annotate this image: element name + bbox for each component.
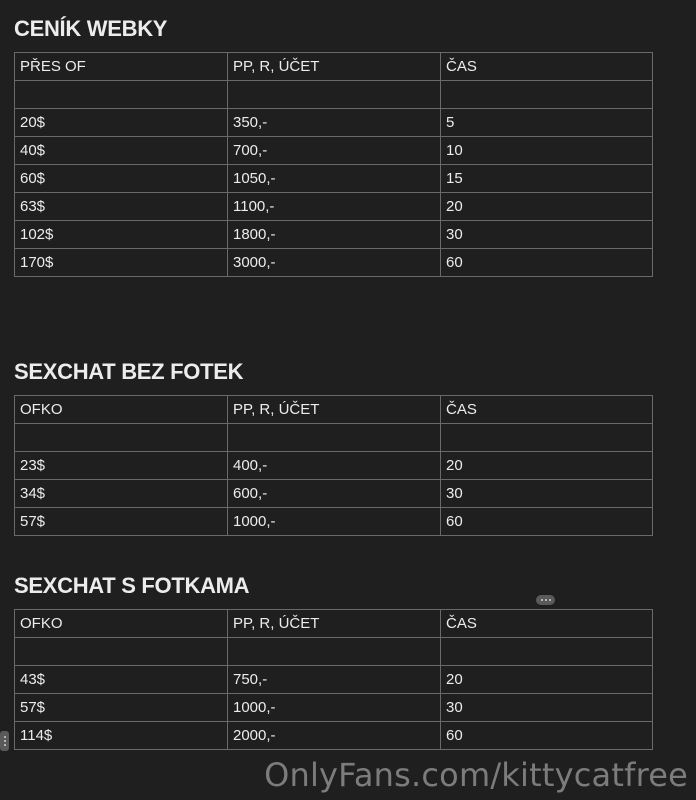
- price-table: [14, 395, 653, 536]
- table-cell[interactable]: PP, R, ÚČET: [228, 610, 441, 638]
- table-cell[interactable]: OFKO: [15, 396, 228, 424]
- table-cell[interactable]: [15, 424, 228, 452]
- table-cell[interactable]: 400,-: [228, 452, 441, 480]
- section-heading: SEXCHAT S FOTKAMA: [14, 573, 250, 598]
- table-header-row: [15, 396, 653, 424]
- table-header-row: [15, 53, 653, 81]
- table-cell[interactable]: PŘES OF: [15, 53, 228, 81]
- table-cell[interactable]: [228, 81, 441, 109]
- table-cell[interactable]: OFKO: [15, 610, 228, 638]
- table-cell[interactable]: 60: [441, 249, 653, 277]
- table-cell[interactable]: 20: [441, 193, 653, 221]
- table-section-2: [14, 357, 653, 536]
- table-cell[interactable]: [441, 81, 653, 109]
- table-row: [15, 638, 653, 666]
- table-cell[interactable]: 23$: [15, 452, 228, 480]
- watermark: OnlyFans.com/kittycatfree: [264, 756, 688, 794]
- table-cell[interactable]: 114$: [15, 722, 228, 750]
- table-section-1: [14, 14, 653, 277]
- table-cell[interactable]: 20: [441, 452, 653, 480]
- table-row: [15, 722, 653, 750]
- table-section-3: [14, 571, 653, 750]
- table-cell[interactable]: 5: [441, 109, 653, 137]
- section-heading: SEXCHAT BEZ FOTEK: [14, 359, 244, 384]
- table-cell[interactable]: 63$: [15, 193, 228, 221]
- table-row: [15, 109, 653, 137]
- table-cell[interactable]: 10: [441, 137, 653, 165]
- table-cell[interactable]: 102$: [15, 221, 228, 249]
- table-row: [15, 452, 653, 480]
- table-cell[interactable]: 3000,-: [228, 249, 441, 277]
- table-cell[interactable]: 1000,-: [228, 694, 441, 722]
- table-cell[interactable]: 60: [441, 722, 653, 750]
- table-cell[interactable]: 30: [441, 480, 653, 508]
- table-cell[interactable]: 15: [441, 165, 653, 193]
- table-cell[interactable]: 57$: [15, 694, 228, 722]
- table-cell[interactable]: 30: [441, 221, 653, 249]
- table-cell[interactable]: 43$: [15, 666, 228, 694]
- table-cell[interactable]: 34$: [15, 480, 228, 508]
- table-row: [15, 81, 653, 109]
- table-row: [15, 508, 653, 536]
- table-cell[interactable]: 750,-: [228, 666, 441, 694]
- table-cell[interactable]: 1000,-: [228, 508, 441, 536]
- table-cell[interactable]: ČAS: [441, 53, 653, 81]
- table-cell[interactable]: PP, R, ÚČET: [228, 396, 441, 424]
- table-row: [15, 480, 653, 508]
- table-row: [15, 249, 653, 277]
- table-cell[interactable]: [441, 638, 653, 666]
- table-cell[interactable]: [228, 424, 441, 452]
- table-cell[interactable]: [441, 424, 653, 452]
- table-row: [15, 666, 653, 694]
- table-cell[interactable]: 40$: [15, 137, 228, 165]
- table-row: [15, 165, 653, 193]
- table-cell[interactable]: 57$: [15, 508, 228, 536]
- table-header-row: [15, 610, 653, 638]
- table-cell[interactable]: 2000,-: [228, 722, 441, 750]
- table-cell[interactable]: [228, 638, 441, 666]
- price-table: [14, 52, 653, 277]
- table-row: [15, 137, 653, 165]
- table-cell[interactable]: 1100,-: [228, 193, 441, 221]
- table-options-icon[interactable]: [536, 595, 555, 605]
- table-cell[interactable]: 60$: [15, 165, 228, 193]
- table-cell[interactable]: 20$: [15, 109, 228, 137]
- table-cell[interactable]: 600,-: [228, 480, 441, 508]
- table-cell[interactable]: [15, 81, 228, 109]
- table-cell[interactable]: 170$: [15, 249, 228, 277]
- table-cell[interactable]: [15, 638, 228, 666]
- table-cell[interactable]: 1050,-: [228, 165, 441, 193]
- table-cell[interactable]: 30: [441, 694, 653, 722]
- table-cell[interactable]: 700,-: [228, 137, 441, 165]
- price-table: [14, 609, 653, 750]
- table-cell[interactable]: 20: [441, 666, 653, 694]
- table-row: [15, 424, 653, 452]
- table-cell[interactable]: 1800,-: [228, 221, 441, 249]
- row-drag-handle-icon[interactable]: [0, 731, 9, 751]
- table-row: [15, 694, 653, 722]
- table-cell[interactable]: 60: [441, 508, 653, 536]
- table-row: [15, 221, 653, 249]
- table-cell[interactable]: ČAS: [441, 396, 653, 424]
- section-heading: CENÍK WEBKY: [14, 16, 168, 41]
- table-cell[interactable]: 350,-: [228, 109, 441, 137]
- table-cell[interactable]: PP, R, ÚČET: [228, 53, 441, 81]
- table-cell[interactable]: ČAS: [441, 610, 653, 638]
- table-row: [15, 193, 653, 221]
